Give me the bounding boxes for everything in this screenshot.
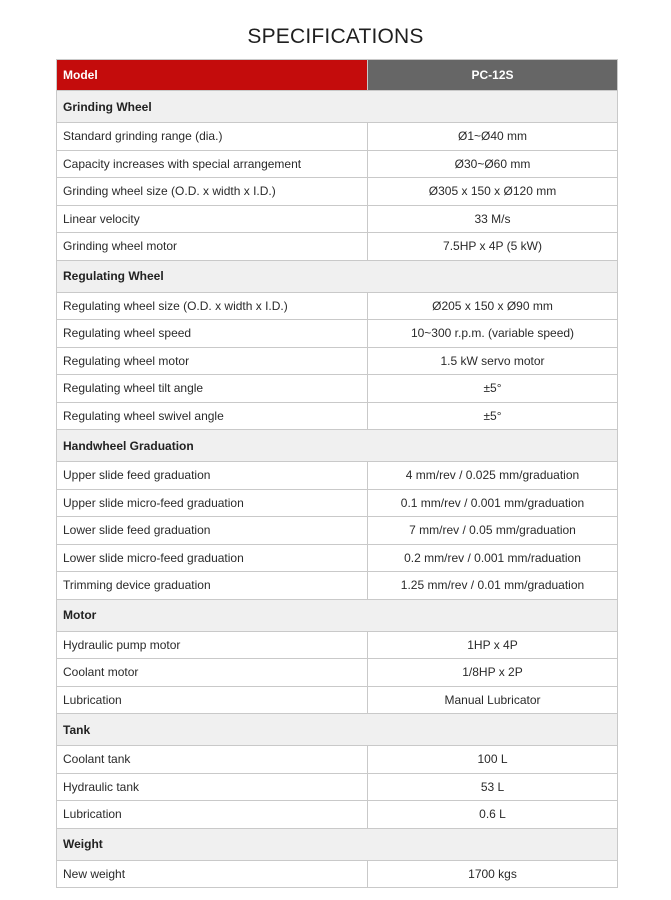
- spec-value-cell: 1HP x 4P: [368, 631, 618, 659]
- spec-label-cell: Capacity increases with special arrangement: [57, 150, 368, 178]
- table-row: [57, 233, 618, 261]
- section-header-row: [57, 828, 618, 860]
- spec-value-cell: 0.1 mm/rev / 0.001 mm/graduation: [368, 489, 618, 517]
- table-row: [57, 801, 618, 829]
- spec-label-cell: Standard grinding range (dia.): [57, 123, 368, 151]
- table-row: [57, 544, 618, 572]
- section-header-row: [57, 430, 618, 462]
- section-header-row: [57, 599, 618, 631]
- spec-value-cell: 53 L: [368, 773, 618, 801]
- table-row: [57, 489, 618, 517]
- table-row: [57, 178, 618, 206]
- spec-value-cell: ±5°: [368, 402, 618, 430]
- section-title: Weight: [57, 828, 618, 860]
- table-row: [57, 150, 618, 178]
- spec-value-cell: 1/8HP x 2P: [368, 659, 618, 687]
- table-row: [57, 746, 618, 774]
- table-row: [57, 320, 618, 348]
- table-row: [57, 773, 618, 801]
- table-row: [57, 517, 618, 545]
- spec-label-cell: Lubrication: [57, 801, 368, 829]
- table-row: [57, 462, 618, 490]
- section-title: Motor: [57, 599, 618, 631]
- spec-label-cell: Grinding wheel size (O.D. x width x I.D.): [57, 178, 368, 206]
- specifications-table-body: [57, 60, 618, 888]
- spec-label-cell: Lubrication: [57, 686, 368, 714]
- table-row: [57, 205, 618, 233]
- spec-label-cell: Regulating wheel size (O.D. x width x I.D.): [57, 292, 368, 320]
- spec-label-cell: Upper slide micro-feed graduation: [57, 489, 368, 517]
- spec-value-cell: Ø305 x 150 x Ø120 mm: [368, 178, 618, 206]
- section-title: Grinding Wheel: [57, 91, 618, 123]
- spec-label-cell: Regulating wheel swivel angle: [57, 402, 368, 430]
- spec-label-cell: New weight: [57, 860, 368, 888]
- table-row: [57, 402, 618, 430]
- spec-label-cell: Regulating wheel speed: [57, 320, 368, 348]
- spec-value-cell: 1.25 mm/rev / 0.01 mm/graduation: [368, 572, 618, 600]
- section-header-row: [57, 260, 618, 292]
- specifications-table: [56, 59, 618, 888]
- spec-value-cell: 1.5 kW servo motor: [368, 347, 618, 375]
- table-row: [57, 375, 618, 403]
- section-header-row: [57, 714, 618, 746]
- section-title: Regulating Wheel: [57, 260, 618, 292]
- spec-value-cell: Ø205 x 150 x Ø90 mm: [368, 292, 618, 320]
- section-title: Handwheel Graduation: [57, 430, 618, 462]
- spec-value-cell: 0.6 L: [368, 801, 618, 829]
- spec-value-cell: 7.5HP x 4P (5 kW): [368, 233, 618, 261]
- spec-value-cell: 10~300 r.p.m. (variable speed): [368, 320, 618, 348]
- spec-label-cell: Coolant motor: [57, 659, 368, 687]
- spec-label-cell: Hydraulic pump motor: [57, 631, 368, 659]
- spec-value-cell: Ø1~Ø40 mm: [368, 123, 618, 151]
- spec-label-cell: Hydraulic tank: [57, 773, 368, 801]
- table-row: [57, 686, 618, 714]
- spec-value-cell: 4 mm/rev / 0.025 mm/graduation: [368, 462, 618, 490]
- spec-label-cell: Regulating wheel motor: [57, 347, 368, 375]
- spec-label-cell: Regulating wheel tilt angle: [57, 375, 368, 403]
- page-title: SPECIFICATIONS: [247, 25, 424, 48]
- spec-label-cell: Trimming device graduation: [57, 572, 368, 600]
- spec-value-cell: Manual Lubricator: [368, 686, 618, 714]
- spec-value-cell: 7 mm/rev / 0.05 mm/graduation: [368, 517, 618, 545]
- table-row: [57, 123, 618, 151]
- table-row: [57, 347, 618, 375]
- table-row: [57, 572, 618, 600]
- spec-label-cell: Linear velocity: [57, 205, 368, 233]
- spec-value-cell: Ø30~Ø60 mm: [368, 150, 618, 178]
- table-row: [57, 631, 618, 659]
- table-row: [57, 659, 618, 687]
- spec-label-cell: Lower slide feed graduation: [57, 517, 368, 545]
- model-label-cell: Model: [57, 60, 368, 91]
- spec-label-cell: Coolant tank: [57, 746, 368, 774]
- section-header-row: [57, 91, 618, 123]
- table-header-row: [57, 60, 618, 91]
- spec-label-cell: Upper slide feed graduation: [57, 462, 368, 490]
- spec-value-cell: ±5°: [368, 375, 618, 403]
- table-row: [57, 860, 618, 888]
- section-title: Tank: [57, 714, 618, 746]
- spec-value-cell: 100 L: [368, 746, 618, 774]
- spec-label-cell: Grinding wheel motor: [57, 233, 368, 261]
- spec-value-cell: 0.2 mm/rev / 0.001 mm/raduation: [368, 544, 618, 572]
- spec-label-cell: Lower slide micro-feed graduation: [57, 544, 368, 572]
- model-value-cell: PC-12S: [368, 60, 618, 91]
- table-row: [57, 292, 618, 320]
- spec-value-cell: 1700 kgs: [368, 860, 618, 888]
- spec-value-cell: 33 M/s: [368, 205, 618, 233]
